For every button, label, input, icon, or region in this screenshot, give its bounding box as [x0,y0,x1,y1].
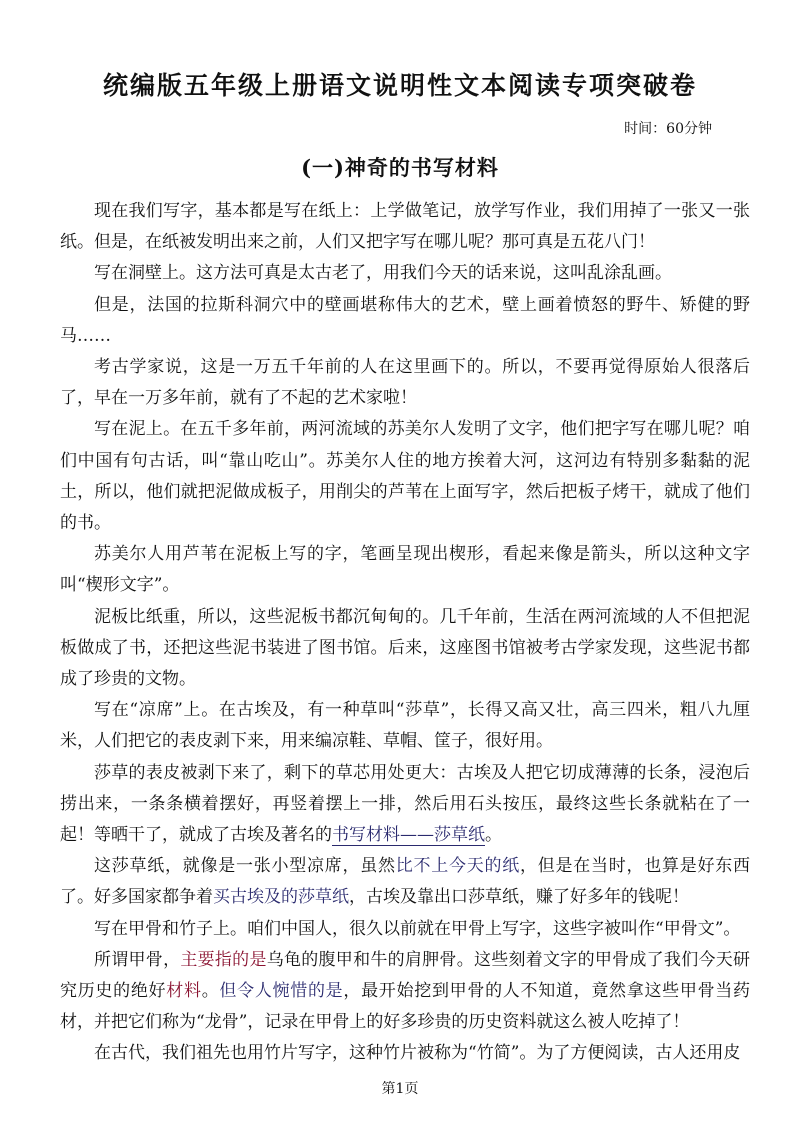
text-run: ，古埃及靠出口莎草纸，赚了好多年的钱呢！ [349,887,689,908]
highlighted-text: 主要指的是 [180,949,267,970]
paragraph [60,945,750,1039]
text-run: ，最开始挖到甲骨的人不知道，竟然拿这些甲骨当药材，并把它们称为“龙骨”，记录在甲骨上的好多珍贵的历史资料就这么被人吃掉了！ [60,981,751,1033]
article-body [60,196,750,1070]
document-title: 统编版五年级上册语文说明性文本阅读专项突破卷 [102,71,697,100]
text-run: 。 [485,825,502,846]
highlighted-text: 书写材料——莎草纸 [332,825,485,846]
paragraph: 写在泥上。在五千多年前，两河流域的苏美尔人发明了文字，他们把字写在哪儿呢？咱们中国有句古话，叫“靠山吃山”。苏美尔人住的地方挨着大河，这河边有特别多黏黏的泥土，所以，他们就把泥做成板子，用削尖的芦苇在上面写字，然后把板子烤干，就成了他们的书。 [60,419,750,534]
time-limit: 时间：60分钟 [624,121,712,137]
highlighted-text: 比不上今天的纸 [395,856,520,877]
paragraph: 写在洞壁上。这方法可真是太古老了，用我们今天的话来说，这叫乱涂乱画。 [94,263,672,284]
highlighted-text: 但令人惋惜的是 [219,981,344,1002]
text-run: 莎草的表皮被剥下来了，剩下的草芯用处更大：古埃及人把它切成薄薄的长条，浸泡后捞出来，一条条横着摆好，再竖着摆上一排，然后用石头按压，最终这些长条就粘在了一起！等晒干了，就成了古埃及著名的 [60,762,750,846]
page-number: 第1页 [381,1081,419,1097]
text-run: ，但是在当时，也算是好东西了。好多国家都争着 [60,856,750,908]
paragraph: 苏美尔人用芦苇在泥板上写的字，笔画呈现出楔形，看起来像是箭头，所以这种文字叫“楔形文字”。 [60,544,750,596]
paragraph: 泥板比纸重，所以，这些泥板书都沉甸甸的。几千年前，生活在两河流域的人不但把泥板做成了书，还把这些泥书装进了图书馆。后来，这座图书馆被考古学家发现，这些泥书都成了珍贵的文物。 [60,606,750,690]
paragraph: 现在我们写字，基本都是写在纸上：上学做笔记，放学写作业，我们用掉了一张又一张纸。但是，在纸被发明出来之前，人们又把字写在哪儿呢？那可真是五花八门！ [60,201,750,253]
paragraph: 但是，法国的拉斯科洞穴中的壁画堪称伟大的艺术，壁上画着愤怒的野牛、矫健的野马…… [60,294,750,346]
paragraph: 考古学家说，这是一万五千年前的人在这里画下的。所以，不要再觉得原始人很落后了，早在一万多年前，就有了不起的艺术家啦！ [60,357,750,409]
highlighted-text: 材料 [166,981,202,1002]
section-title: (一)神奇的书写材料 [301,155,499,180]
paragraph [60,851,750,913]
text-run: 。 [201,981,220,1002]
highlighted-text: 买古埃及的莎草纸 [213,887,349,908]
text-run: 这莎草纸，就像是一张小型凉席，虽然 [94,856,396,877]
paragraph: 在古代，我们祖先也用竹片写字，这种竹片被称为“竹简”。为了方便阅读，古人还用皮 [94,1043,741,1064]
text-run: 所谓甲骨， [94,949,181,970]
paragraph: 写在甲骨和竹子上。咱们中国人，很久以前就在甲骨上写字，这些字被叫作“甲骨文”。 [94,918,741,939]
text-run: 乌龟的腹甲和牛的肩胛骨。这些刻着文字的甲骨成了我们今天研究历史的绝好 [60,949,751,1002]
paragraph: 写在“凉席”上。在古埃及，有一种草叫“莎草”，长得又高又壮，高三四米，粗八九厘米，人们把它的表皮剥下来，用来编凉鞋、草帽、筐子，很好用。 [60,700,750,752]
paragraph [60,758,750,852]
